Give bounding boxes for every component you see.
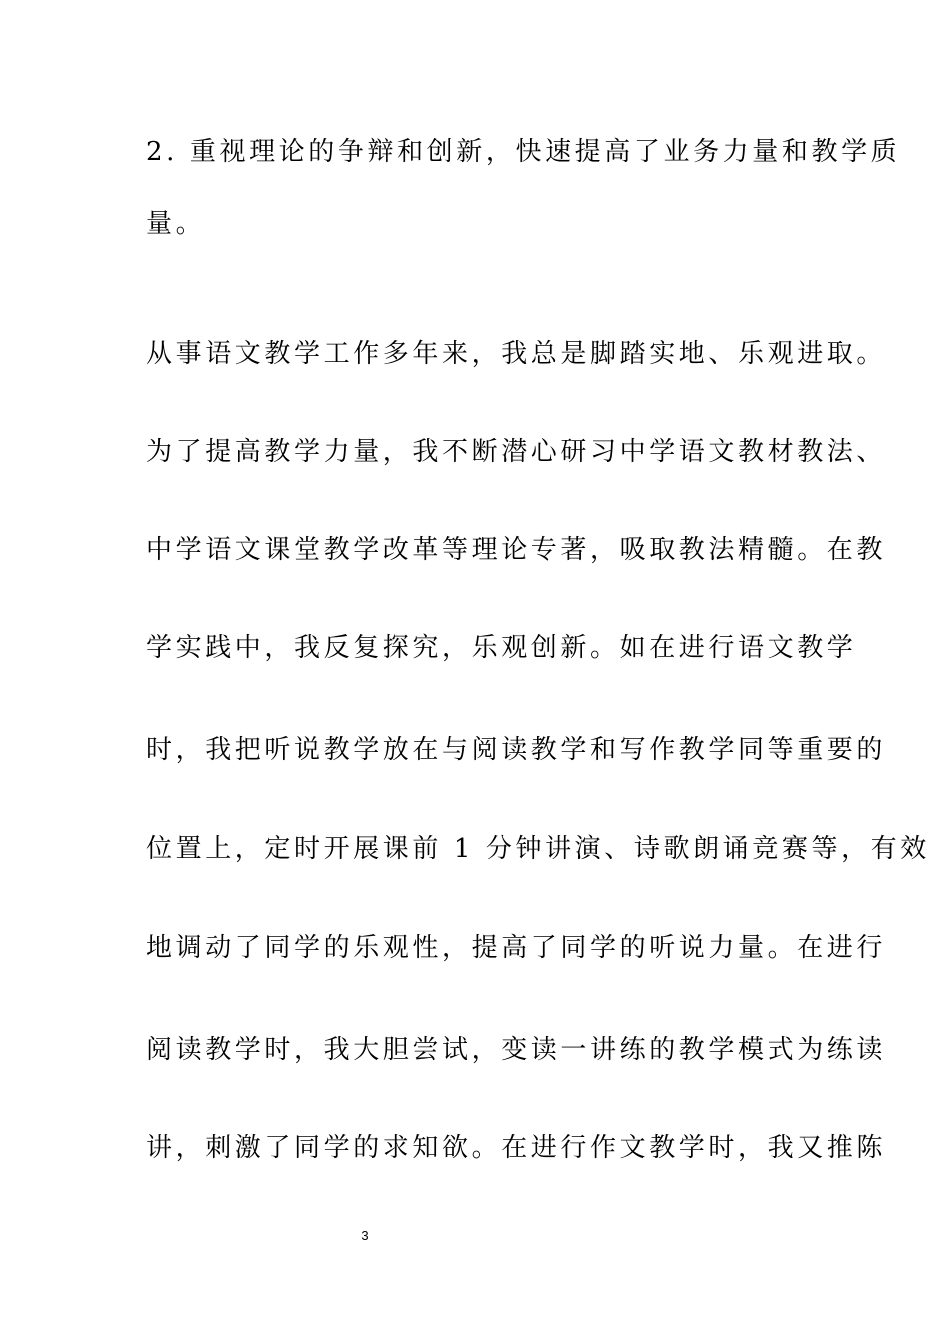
- text-line: 2. 重视理论的争辩和创新，快速提高了业务力量和教学质: [146, 137, 901, 167]
- text-line: 时，我把听说教学放在与阅读教学和写作教学同等重要的: [146, 735, 887, 765]
- text-line: 讲，刺激了同学的求知欲。在进行作文教学时，我又推陈: [146, 1133, 887, 1163]
- text-line: 中学语文课堂教学改革等理论专著，吸取教法精髓。在教: [146, 535, 887, 565]
- text-line: 阅读教学时，我大胆尝试，变读一讲练的教学模式为练读: [146, 1035, 887, 1065]
- text-line: 位置上，定时开展课前 1 分钟讲演、诗歌朗诵竞赛等，有效: [146, 834, 930, 864]
- text-line: 学实践中，我反复探究，乐观创新。如在进行语文教学: [146, 633, 857, 663]
- page-number: 3: [361, 1228, 369, 1243]
- text-line: 为了提高教学力量，我不断潜心研习中学语文教材教法、: [146, 437, 887, 467]
- text-line: 量。: [146, 209, 206, 239]
- text-line: 从事语文教学工作多年来，我总是脚踏实地、乐观进取。: [146, 339, 887, 369]
- text-line: 地调动了同学的乐观性，提高了同学的听说力量。在进行: [146, 933, 887, 963]
